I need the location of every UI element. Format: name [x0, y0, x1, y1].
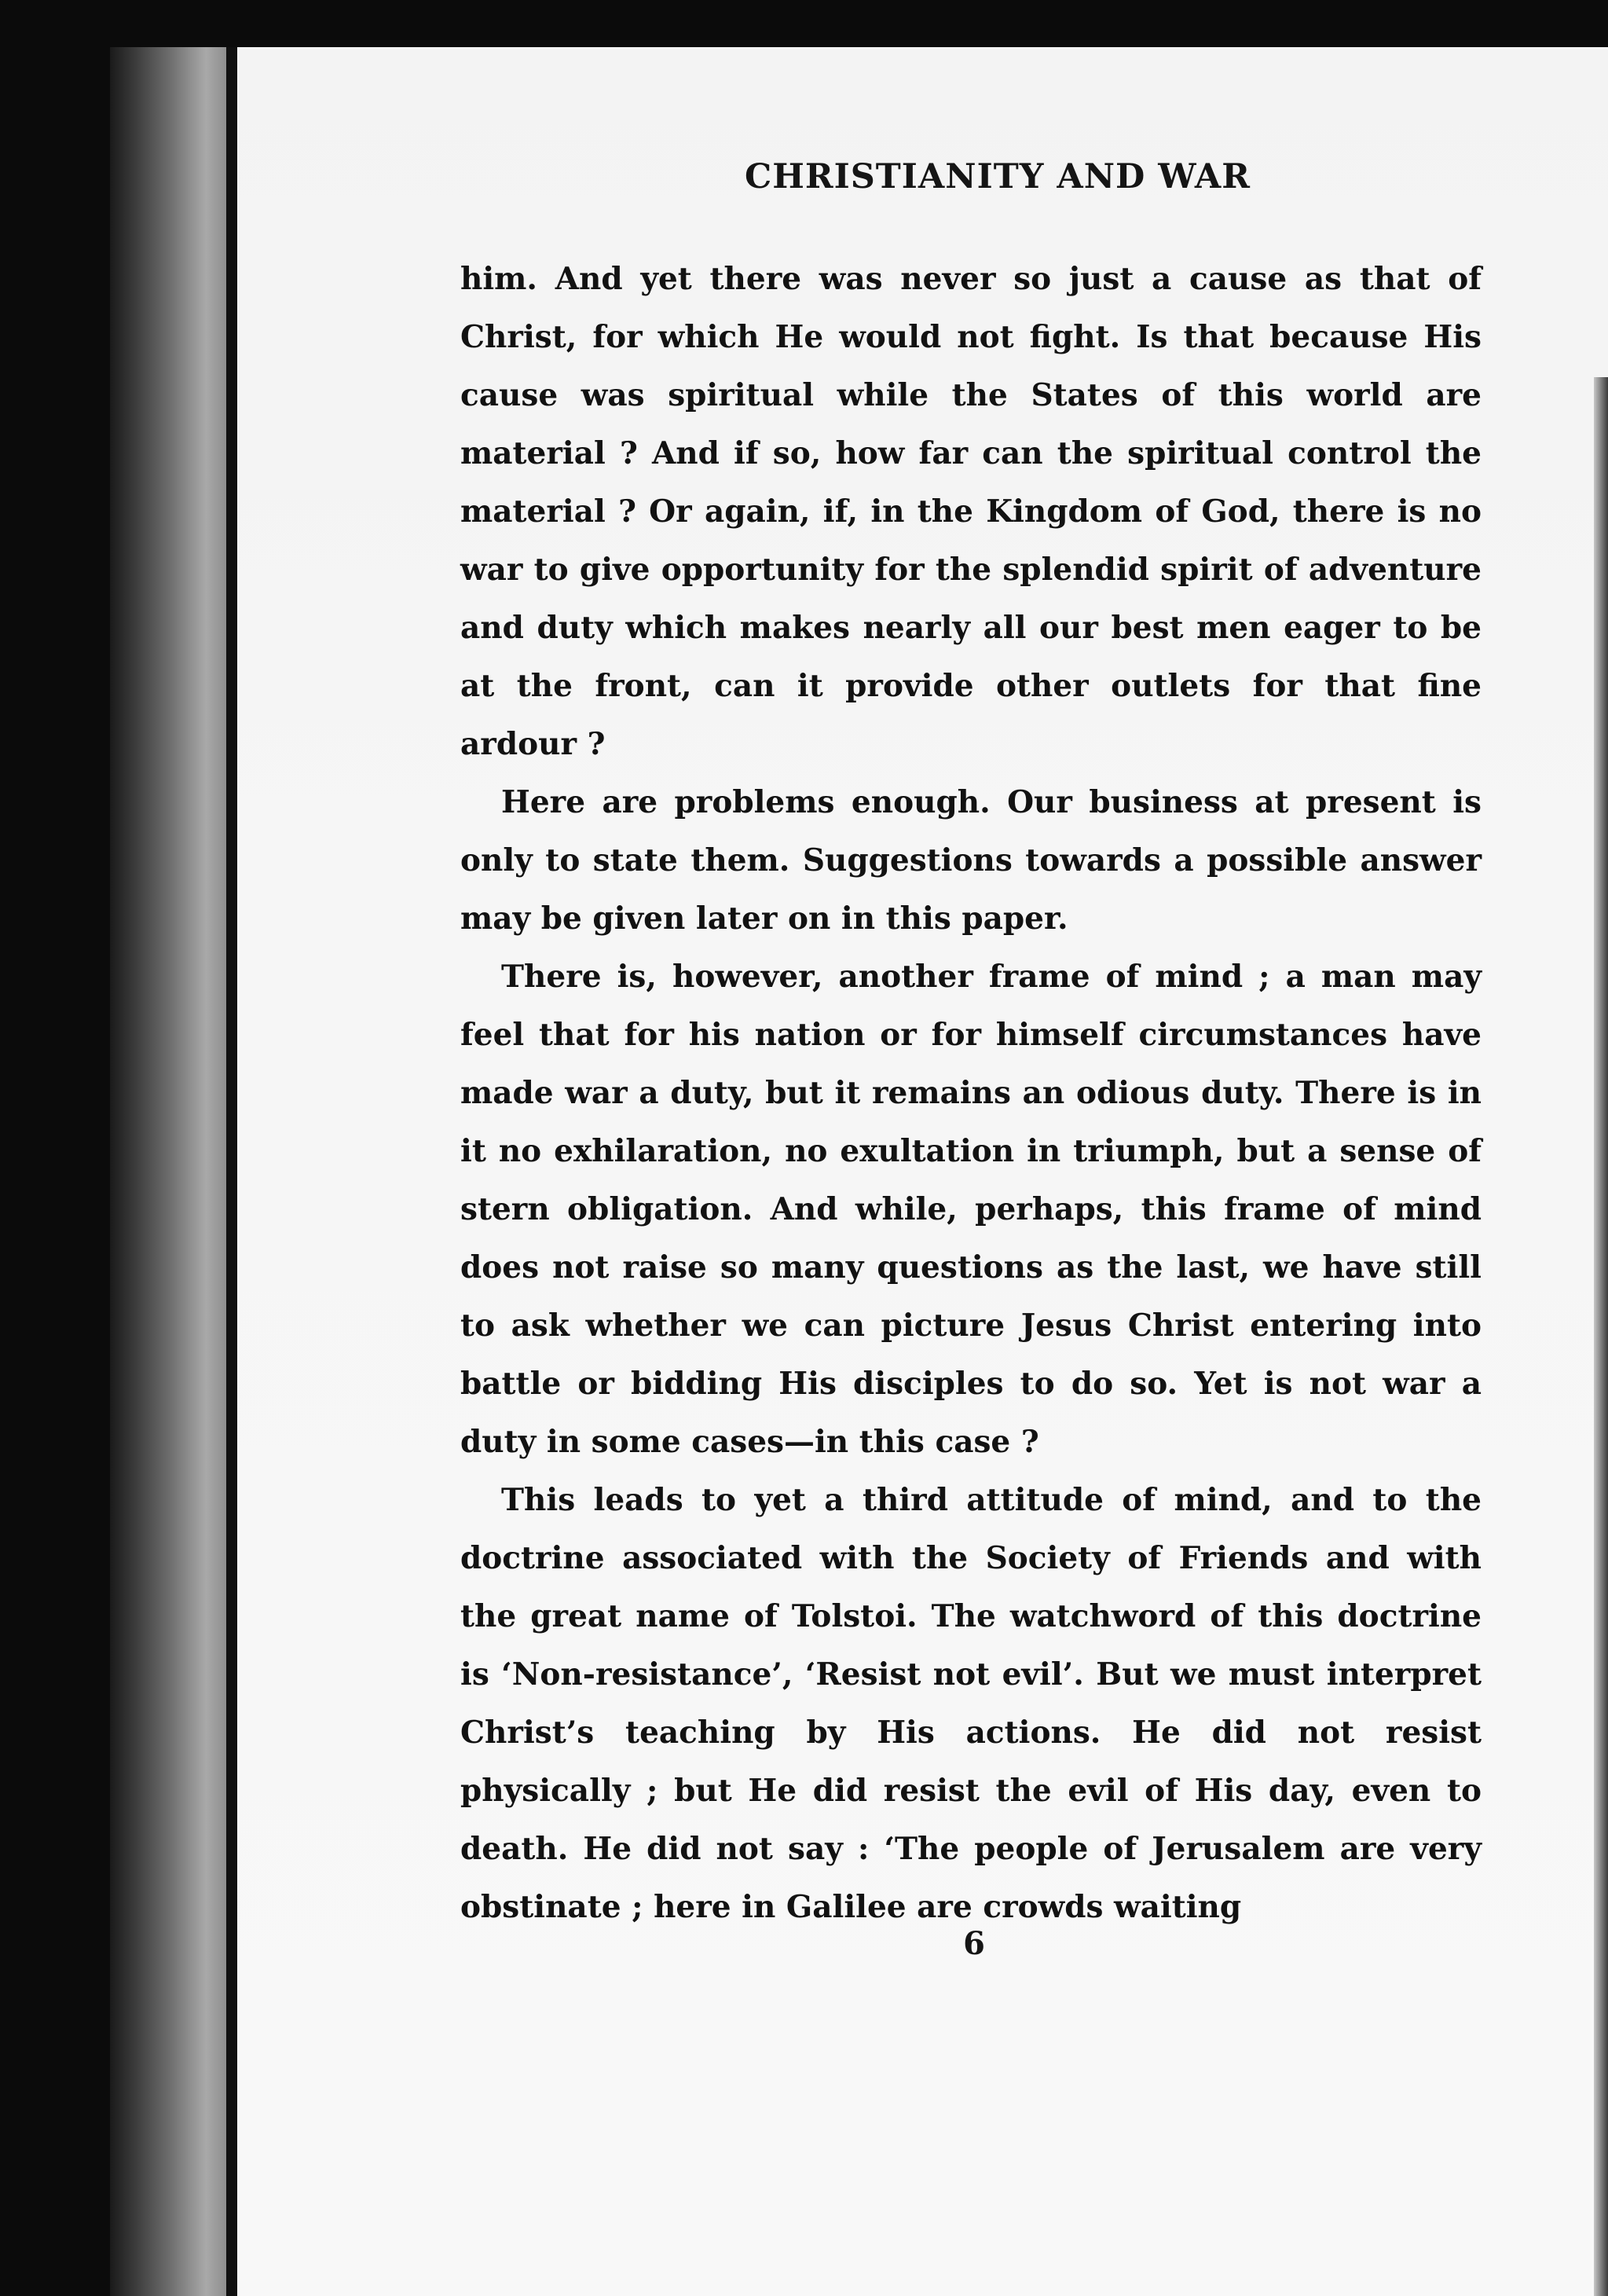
body-text — [460, 250, 1482, 1936]
paragraph-problems: Here are problems enough. Our business at present is only to state them. Suggestions towards a possible answer may be given later on in this paper. — [460, 784, 1482, 937]
page-edge-shadow — [226, 47, 237, 2296]
right-edge-shadow — [1594, 377, 1608, 2296]
book-binding-gutter — [110, 47, 244, 2296]
page-number: 6 — [963, 1925, 985, 1962]
paragraph-continued: him. And yet there was never so just a cause as that of Christ, for which He would not fight. Is that because His cause was spiritual while the States of this world are material ? And if so, how far can the spiritual control the material ? Or again, if, in the Kingdom of God, there is no war to give opportunity for the splendid spirit of adventure and duty which makes nearly all our best men eager to be at the front, can it provide other outlets for that fine ardour ? — [460, 261, 1482, 762]
paragraph-third-attitude: This leads to yet a third attitude of mind, and to the doctrine associated with the Society of Friends and with the great name of Tolstoi. The watchword of this doctrine is ‘Non-resistance’, ‘Resist not evil’. But we must interpret Christ’s teaching by His actions. He did not resist physically ; but He did resist the evil of His day, even to death. He did not say : ‘The people of Jerusalem are very obstinate ; here in Galilee are crowds waiting — [460, 1482, 1482, 1925]
paragraph-frame-of-mind: There is, however, another frame of mind ; a man may feel that for his nation or for himself circumstances have made war a duty, but it remains an odious duty. There is in it no exhilaration, no exultation in triumph, but a sense of stern obligation. And while, perhaps, this frame of mind does not raise so many questions as the last, we have still to ask whether we can picture Jesus Christ entering into battle or bidding His disciples to do so. Yet is not war a duty in some cases—in this case ? — [460, 959, 1482, 1460]
running-head: CHRISTIANITY AND WAR — [745, 157, 1251, 196]
